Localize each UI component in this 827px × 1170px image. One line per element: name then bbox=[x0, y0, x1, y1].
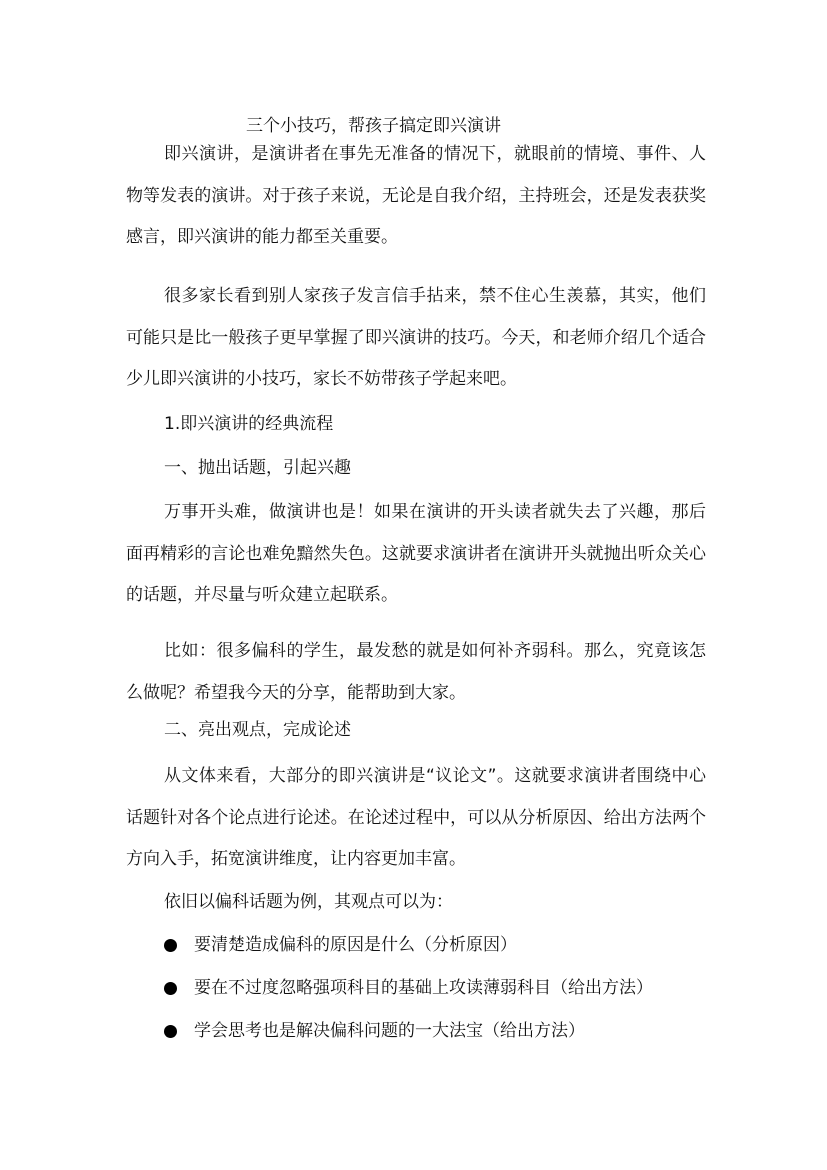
subsection-heading-2: 二、亮出观点，完成论述 bbox=[164, 720, 351, 740]
list-item-text: 要在不过度忽略强项科目的基础上攻读薄弱科目（给出方法） bbox=[194, 978, 653, 998]
section-heading: 1.即兴演讲的经典流程 bbox=[164, 414, 334, 434]
subsection-1-paragraph-1: 万事开头难，做演讲也是！如果在演讲的开头读者就失去了兴趣，那后面再精彩的言论也难免黯然失色。这就要求演讲者在演讲开头就抛出听众关心的话题，并尽量与听众建立起联系。 bbox=[126, 502, 706, 605]
bullet-icon bbox=[164, 1025, 177, 1038]
bullet-icon bbox=[164, 982, 177, 995]
list-item bbox=[164, 974, 653, 1002]
list-item-text: 要清楚造成偏科的原因是什么（分析原因） bbox=[194, 935, 517, 955]
example-lead: 依旧以偏科话题为例，其观点可以为： bbox=[164, 892, 453, 912]
bullet-icon bbox=[164, 939, 177, 952]
intro-paragraph-1: 即兴演讲，是演讲者在事先无准备的情况下，就眼前的情境、事件、人物等发表的演讲。对于孩子来说，无论是自我介绍，主持班会，还是发表获奖感言，即兴演讲的能力都至关重要。 bbox=[126, 144, 706, 247]
list-item bbox=[164, 1017, 585, 1045]
subsection-heading-1: 一、抛出话题，引起兴趣 bbox=[164, 458, 351, 478]
list-item bbox=[164, 931, 517, 959]
document-title: 三个小技巧，帮孩子搞定即兴演讲 bbox=[246, 116, 501, 136]
list-item-text: 学会思考也是解决偏科问题的一大法宝（给出方法） bbox=[194, 1021, 585, 1041]
intro-paragraph-2: 很多家长看到别人家孩子发言信手拈来，禁不住心生羡慕，其实，他们可能只是比一般孩子更早掌握了即兴演讲的技巧。今天，和老师介绍几个适合少儿即兴演讲的小技巧，家长不妨带孩子学起来吧。 bbox=[126, 286, 706, 389]
subsection-1-paragraph-2: 比如：很多偏科的学生，最发愁的就是如何补齐弱科。那么，究竟该怎么做呢？希望我今天的分享，能帮助到大家。 bbox=[126, 641, 706, 703]
subsection-2-paragraph-1: 从文体来看，大部分的即兴演讲是“议论文”。这就要求演讲者围绕中心话题针对各个论点进行论述。在论述过程中，可以从分析原因、给出方法两个方向入手，拓宽演讲维度，让内容更加丰富。 bbox=[126, 766, 706, 869]
